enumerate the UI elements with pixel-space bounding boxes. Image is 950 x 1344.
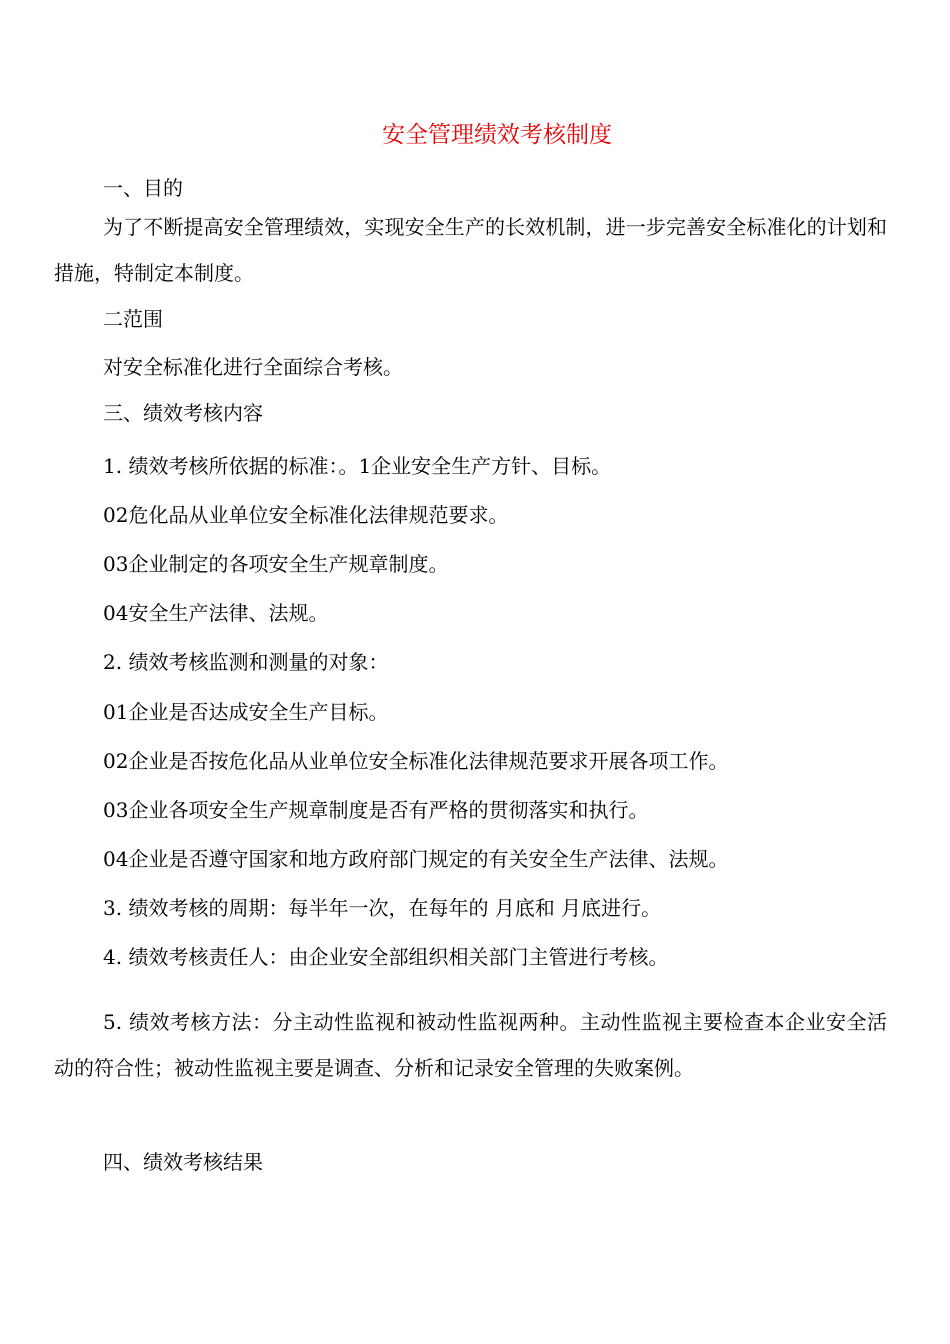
- list-item: 03企业各项安全生产规章制度是否有严格的贯彻落实和执行。: [103, 798, 649, 822]
- scope-paragraph: 对安全标准化进行全面综合考核。: [103, 355, 403, 379]
- section-heading-results: 四、绩效考核结果: [103, 1150, 263, 1174]
- list-item: 03企业制定的各项安全生产规章制度。: [103, 552, 449, 576]
- list-item: 04企业是否遵守国家和地方政府部门规定的有关安全生产法律、法规。: [103, 847, 729, 871]
- document-title: 安全管理绩效考核制度: [382, 122, 612, 148]
- list-item: 04安全生产法律、法规。: [103, 601, 329, 625]
- list-item: 02危化品从业单位安全标准化法律规范要求。: [103, 503, 509, 527]
- section-heading-content: 三、绩效考核内容: [103, 401, 263, 425]
- list-item: 01企业是否达成安全生产目标。: [103, 700, 389, 724]
- list-item: 3. 绩效考核的周期：每半年一次，在每年的 月底和 月底进行。: [103, 896, 662, 920]
- section-heading-purpose: 一、目的: [103, 176, 183, 200]
- list-item: 1. 绩效考核所依据的标准：。1企业安全生产方针、目标。: [103, 454, 612, 478]
- list-item: 4. 绩效考核责任人：由企业安全部组织相关部门主管进行考核。: [103, 945, 669, 969]
- purpose-paragraph: 为了不断提高安全管理绩效，实现安全生产的长效机制，进一步完善安全标准化的计划和措施，特制定本制度。: [54, 215, 887, 285]
- section-heading-scope: 二范围: [103, 307, 163, 331]
- list-item: 02企业是否按危化品从业单位安全标准化法律规范要求开展各项工作。: [103, 749, 729, 773]
- list-item: 2. 绩效考核监测和测量的对象：: [103, 650, 389, 674]
- method-paragraph: 5. 绩效考核方法：分主动性监视和被动性监视两种。主动性监视主要检查本企业安全活动的符合性；被动性监视主要是调查、分析和记录安全管理的失败案例。: [54, 1010, 887, 1080]
